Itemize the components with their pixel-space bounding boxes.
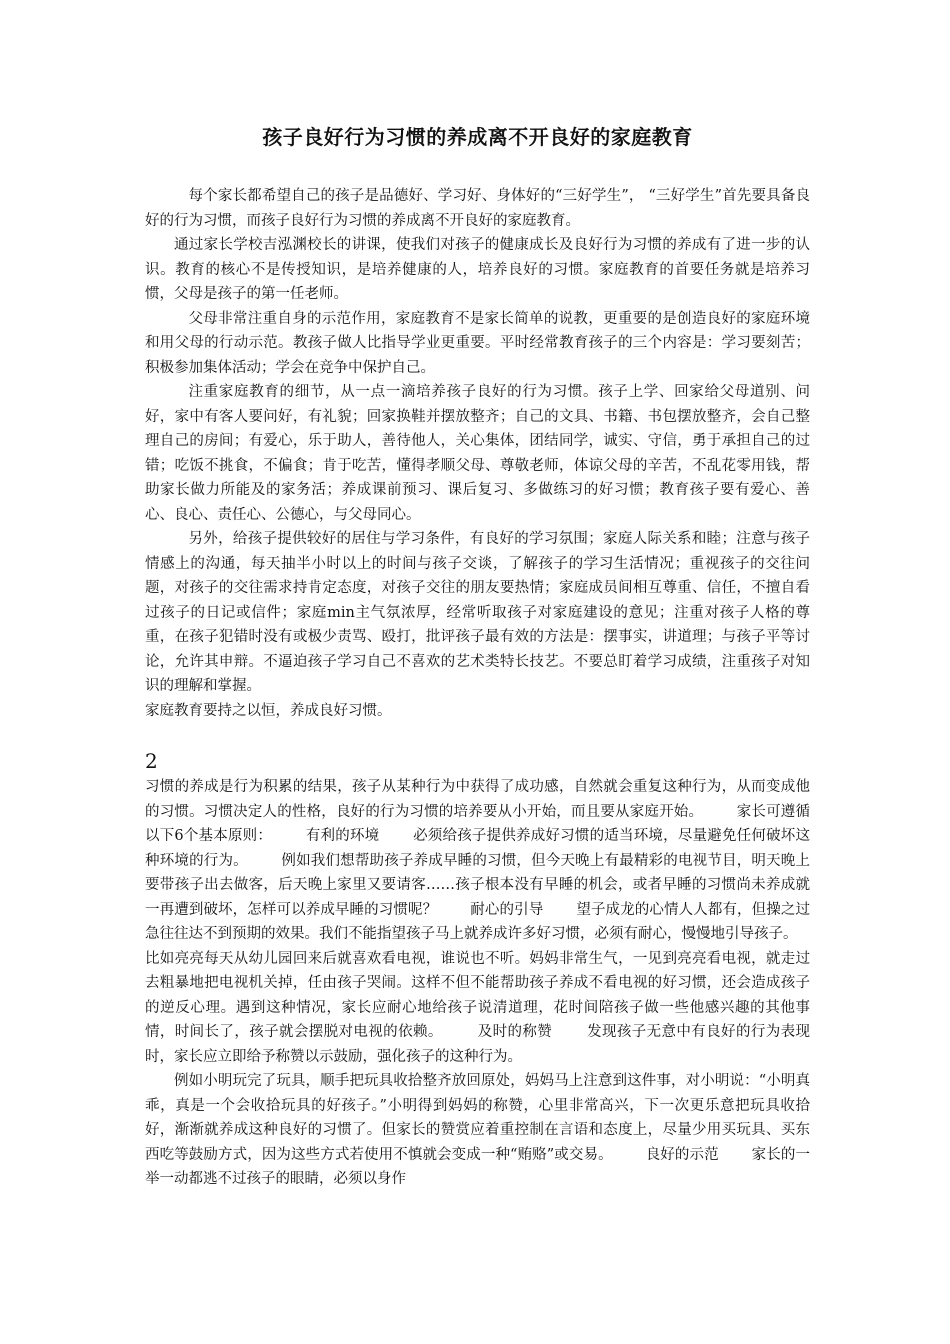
paragraph-habit-formation: 习惯的养成是行为积累的结果，孩子从某种行为中获得了成功感，自然就会重复这种行为，从而变成他的习惯。习惯决定人的性格，良好的行为习惯的培养要从小开始，而且要从家庭开始。 家长可遵循以下6个基本原则： 有利的环境 必须给孩子提供养成好习惯的适当环境，尽量避免任何破坏这种环境的行为。 例如我们想帮助孩子养成早睡的习惯，但今天晚上有最精彩的电视节目，明天晚上要带孩子出去做客，后天晚上家里又要请客……孩子根本没有早睡的机会，或者早睡的习惯尚未养成就一再遭到破坏，怎样可以养成早睡的习惯呢？ 耐心的引导 望子成龙的心情人人都有，但操之过急往往达不到预期的效果。我们不能指望孩子马上就养成许多好习惯，必须有耐心，慢慢地引导孩子。: [145, 779, 810, 942]
paragraph-environment: 另外，给孩子提供较好的居住与学习条件，有良好的学习氛围；家庭人际关系和睦；注意与孩子情感上的沟通，每天抽半小时以上的时间与孩子交谈，了解孩子的学习生活情况；重视孩子的交往问题，对孩子的交往需求持肯定态度，对孩子交往的朋友要热情；家庭成员间相互尊重、信任，不擅自看过孩子的日记或信件；家庭min主气氛浓厚，经常听取孩子对家庭建设的意见；注重对孩子人格的尊重，在孩子犯错时没有或极少责骂、殴打，批评孩子最有效的方法是：摆事实，讲道理；与孩子平等讨论，允许其申辩。不逼迫孩子学习自己不喜欢的艺术类特长技艺。不要总盯着学习成绩，注重孩子对知识的理解和掌握。: [145, 531, 810, 694]
section-number: 2: [145, 749, 158, 773]
document-title: 孩子良好行为习惯的养成离不开良好的家庭教育: [262, 125, 693, 149]
paragraph-parent-example: 父母非常注重自身的示范作用，家庭教育不是家长简单的说教，更重要的是创造良好的家庭环境和用父母的行动示范。教孩子做人比指导学业更重要。平时经常教育孩子的三个内容是：学习要刻苦；积极参加集体活动；学会在竞争中保护自己。: [145, 310, 810, 376]
paragraph-praise-example: 例如小明玩完了玩具，顺手把玩具收拾整齐放回原处，妈妈马上注意到这件事，对小明说：“小明真乖，真是一个会收拾玩具的好孩子。”小明得到妈妈的称赞，心里非常高兴，下一次更乐意把玩具收拾好，渐渐就养成这种良好的习惯了。但家长的赞赏应着重控制在言语和态度上，尽量少用买玩具、买东西吃等鼓励方式，因为这些方式若使用不慎就会变成一种“贿赂”或交易。 良好的示范 家长的一举一动都逃不过孩子的眼睛，必须以身作: [145, 1073, 810, 1187]
paragraph-tv-example: 比如亮亮每天从幼儿园回来后就喜欢看电视，谁说也不听。妈妈非常生气，一见到亮亮看电视，就走过去粗暴地把电视机关掉，任由孩子哭闹。这样不但不能帮助孩子养成不看电视的好习惯，还会造成孩子的逆反心理。遇到这种情况，家长应耐心地给孩子说清道理，花时间陪孩子做一些他感兴趣的其他事情，时间长了，孩子就会摆脱对电视的依赖。 及时的称赞 发现孩子无意中有良好的行为表现时，家长应立即给予称赞以示鼓励，强化孩子的这种行为。: [145, 950, 810, 1065]
paragraph-intro: 每个家长都希望自己的孩子是品德好、学习好、身体好的“三好学生”， “三好学生”首先要具备良好的行为习惯，而孩子良好行为习惯的养成离不开良好的家庭教育。: [145, 188, 810, 229]
paragraph-details: 注重家庭教育的细节，从一点一滴培养孩子良好的行为习惯。孩子上学、回家给父母道别、问好，家中有客人要问好，有礼貌；回家换鞋并摆放整齐；自己的文具、书籍、书包摆放整齐，会自己整理自己的房间；有爱心，乐于助人，善待他人，关心集体，团结同学，诚实、守信，勇于承担自己的过错；吃饭不挑食，不偏食；肯于吃苦，懂得孝顺父母、尊敬老师，体谅父母的辛苦，不乱花零用钱，帮助家长做力所能及的家务活；养成课前预习、课后复习、多做练习的好习惯；教育孩子要有爱心、善心、良心、责任心、公德心，与父母同心。: [145, 384, 810, 523]
document-page: [145, 120, 810, 1192]
paragraph-lecture: 通过家长学校吉泓渊校长的讲课，使我们对孩子的健康成长及良好行为习惯的养成有了进一步的认识。教育的核心不是传授知识，是培养健康的人，培养良好的习惯。家庭教育的首要任务就是培养习惯，父母是孩子的第一任老师。: [145, 237, 810, 302]
paragraph-persistence: 家庭教育要持之以恒，养成良好习惯。: [145, 702, 392, 719]
